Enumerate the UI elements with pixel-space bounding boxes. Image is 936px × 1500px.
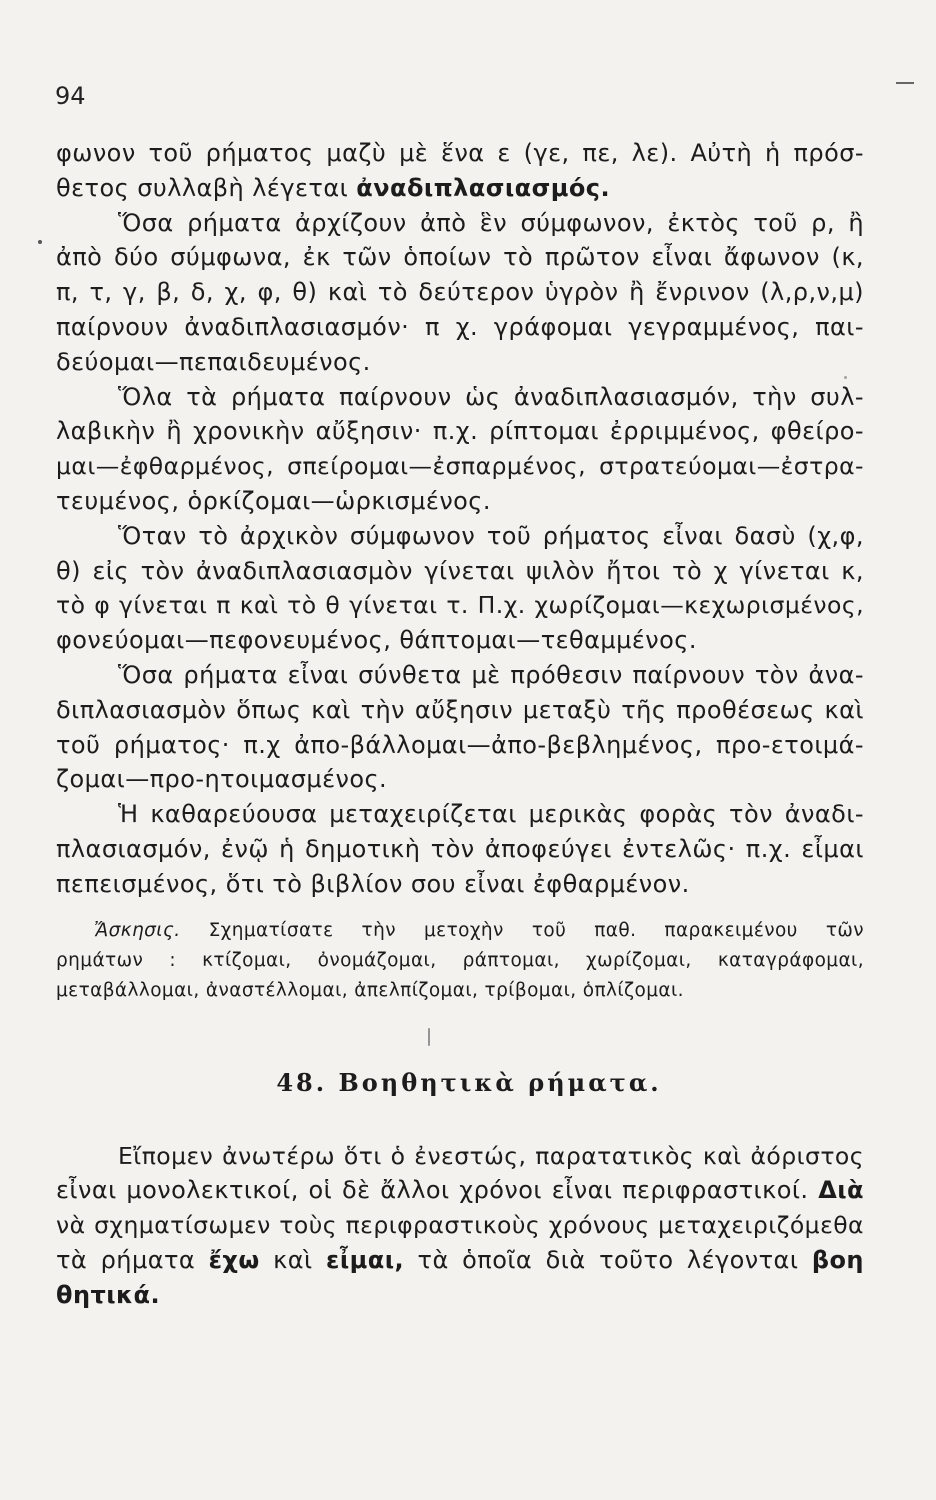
text-line: Ἡ καθαρεύουσα μεταχειρίζεται μερικὰς φορὰς τὸν ἀναδι-	[118, 800, 864, 829]
bold-word: βοη	[811, 1245, 864, 1274]
corner-mark	[896, 82, 914, 84]
exercise-line: ρημάτων : κτίζομαι, ὀνομάζομαι, ράπτομαι, χωρίζομαι, καταγράφομαι,	[56, 949, 864, 971]
text-line: Ὅταν τὸ ἀρχικὸν σύμφωνον τοῦ ρήματος εἶναι δασὺ (χ,φ,	[118, 521, 864, 550]
text-fragment: εἶναι μονολεκτικοί, οἱ δὲ ἄλλοι χρόνοι εἶναι περιφραστικοί.	[56, 1176, 809, 1205]
text-line: λαβικὴν ἢ χρονικὴν αὔξησιν· π.χ. ρίπτομαι ἐρριμμένος, φθείρο-	[56, 417, 864, 446]
section-paragraph	[56, 1139, 864, 1313]
text-line: φωνον τοῦ ρήματος μαζὺ μὲ ἕνα ε (γε, πε, λε). Αὐτὴ ἡ πρόσ-	[56, 139, 864, 167]
paragraph-continuation	[56, 136, 864, 206]
scan-speck	[428, 1028, 430, 1046]
exercise-label: Ἄσκησις.	[94, 919, 181, 941]
text-line: πλασιασμόν, ἐνῷ ἡ δημοτικὴ τὸν ἀποφεύγει ἐντελῶς· π.χ. εἶμαι	[56, 834, 864, 863]
exercise-line	[56, 916, 864, 946]
text-line: π, τ, γ, β, δ, χ, φ, θ) καὶ τὸ δεύτερον ὑγρὸν ἢ ἔνρινον (λ,ρ,ν,μ)	[56, 278, 864, 307]
text-line: μαι—ἐφθαρμένος, σπείρομαι—ἐσπαρμένος, στρατεύομαι—ἐστρα-	[56, 452, 864, 481]
page-number: 94	[55, 82, 86, 110]
page-body	[56, 136, 864, 1313]
text-line: δεύομαι—πεπαιδευμένος.	[56, 347, 371, 376]
bold-word: θητικά.	[56, 1280, 161, 1309]
text-line: παίρνουν ἀναδιπλασιασμόν· π χ. γράφομαι γεγραμμένος, παι-	[56, 312, 864, 341]
bold-word: Διὰ	[818, 1176, 864, 1205]
text-line	[56, 1243, 864, 1278]
section-heading: 48. Βοηθητικὰ ρήματα.	[276, 1067, 662, 1097]
text-fragment: θετος συλλαβὴ λέγεται	[56, 173, 349, 202]
bold-word: ἔχω	[208, 1245, 260, 1274]
paragraph-augment-rule	[56, 380, 864, 519]
paragraph-compound-rule	[56, 658, 864, 797]
text-line: φονεύομαι—πεφονευμένος, θάπτομαι—τεθαμμένος.	[56, 626, 697, 655]
text-line: θ) εἰς τὸν ἀναδιπλασιασμὸν γίνεται ψιλὸν ἤτοι τὸ χ γίνεται κ,	[56, 556, 864, 585]
text-line: τὸ φ γίνεται π καὶ τὸ θ γίνεται τ. Π.χ. χωρίζομαι—κεχωρισμένος,	[56, 591, 864, 620]
text-line: Ὅσα ρήματα εἶναι σύνθετα μὲ πρόθεσιν παίρνουν τὸν ἀνα-	[118, 660, 864, 689]
text-line: πεπεισμένος, ὅτι τὸ βιβλίον σου εἶναι ἐφθαρμένον.	[56, 869, 690, 898]
text-line: ζομαι—προ-ητοιμασμένος.	[56, 765, 388, 794]
text-line: Εἴπομεν ἀνωτέρω ὅτι ὁ ἐνεστώς, παρατατικὸς καὶ ἀόριστος	[118, 1141, 864, 1170]
text-fragment: καὶ	[273, 1245, 313, 1274]
text-line: τοῦ ρήματος· π.χ ἀπο-βάλλομαι—ἀπο-βεβλημένος, προ-ετοιμά-	[56, 730, 864, 759]
text-line: νὰ σχηματίσωμεν τοὺς περιφραστικοὺς χρόνους μεταχειριζόμεθα	[56, 1211, 864, 1240]
paragraph-katharevousa-note	[56, 797, 864, 901]
text-line	[56, 1173, 864, 1208]
scan-speck	[844, 376, 847, 379]
text-line: Ὅλα τὰ ρήματα παίρνουν ὡς ἀναδιπλασιασμόν, τὴν συλ-	[118, 382, 864, 411]
exercise-text: Σχηματίσατε τὴν μετοχὴν τοῦ παθ. παρακειμένου τῶν	[208, 919, 865, 941]
text-line: τευμένος, ὁρκίζομαι—ὡρκισμένος.	[56, 486, 491, 515]
paragraph-aspirate-rule	[56, 519, 864, 658]
bold-word: εἶμαι,	[326, 1245, 405, 1274]
text-fragment: τὰ ρήματα	[56, 1245, 196, 1274]
text-line	[56, 171, 864, 206]
exercise-line: μεταβάλλομαι, ἀναστέλλομαι, ἀπελπίζομαι, τρίβομαι, ὁπλίζομαι.	[56, 979, 684, 1001]
paragraph-consonant-rule	[56, 206, 864, 380]
exercise-block	[56, 916, 864, 1006]
text-line	[56, 1278, 864, 1313]
text-line: ἀπὸ δύο σύμφωνα, ἐκ τῶν ὁποίων τὸ πρῶτον εἶναι ἄφωνον (κ,	[56, 243, 864, 272]
text-fragment: τὰ ὁποῖα διὰ τοῦτο λέγονται	[417, 1245, 799, 1274]
scan-speck	[38, 240, 42, 244]
text-line: Ὅσα ρήματα ἀρχίζουν ἀπὸ ἓν σύμφωνον, ἐκτὸς τοῦ ρ, ἢ	[118, 208, 864, 237]
text-line: διπλασιασμὸν ὅπως καὶ τὴν αὔξησιν μεταξὺ τῆς προθέσεως καὶ	[56, 695, 864, 724]
bold-term: ἀναδιπλασιασμός.	[356, 173, 611, 202]
